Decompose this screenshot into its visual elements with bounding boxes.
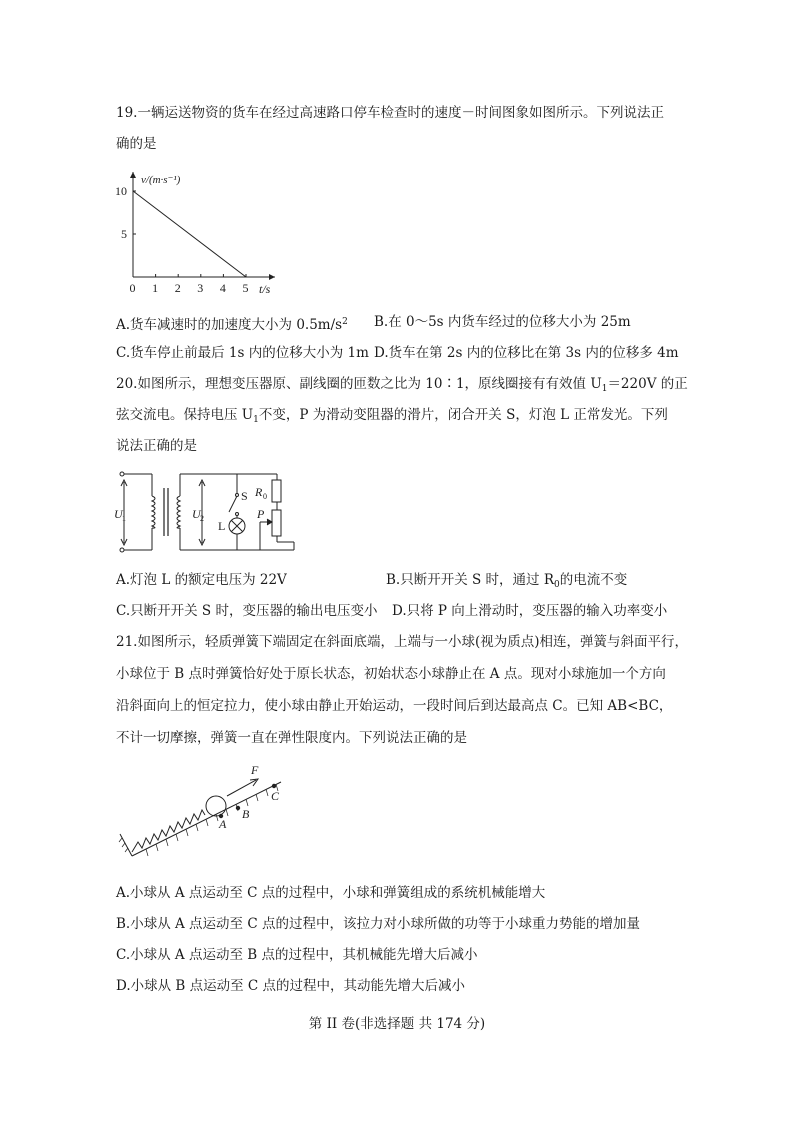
ball	[206, 796, 226, 816]
label-u1-sub: 1	[122, 514, 126, 523]
q20-stem-line1: 20.如图所示，理想变压器原、副线圈的匝数之比为 10∶1，原线圈接有有效值 $U_1=220V$ 的正	[116, 376, 688, 394]
q19-stem-line1: 19.一辆运送物资的货车在经过高速路口停车检查时的速度－时间图象如图所示。下列说法正	[116, 105, 664, 121]
x-tick-label: 5	[242, 281, 249, 295]
terminal-top	[120, 472, 124, 476]
q21-stem-line3: 沿斜面向上的恒定拉力，使小球由静止开始运动，一段时间后到达最高点 C。已知 AB<BC，	[116, 698, 673, 714]
label-b: B	[242, 807, 250, 821]
y-tick-label: 5	[121, 227, 127, 241]
label-u2: U	[192, 507, 201, 521]
label-l: L	[218, 519, 226, 533]
x-tick-label: 1	[152, 281, 159, 295]
terminal-bottom	[120, 548, 124, 552]
q21-option-d: D.小球从 B 点运动至 C 点的过程中，其动能先增大后减小	[116, 978, 466, 994]
section-footer: 第 II 卷(非选择题 共 174 分)	[308, 1016, 486, 1032]
label-r0: R	[255, 485, 263, 499]
q20-option-b: B.只断开开关 S 时，通过 $R_0$的电流不变	[386, 572, 628, 590]
q21-stem-line4: 不计一切摩擦，弹簧一直在弹性限度内。下列说法正确的是	[116, 730, 467, 746]
q20-circuit-diagram	[112, 466, 298, 558]
label-r0-sub: 0	[263, 492, 267, 501]
q21-option-a: A.小球从 A 点运动至 C 点的过程中，小球和弹簧组成的系统机械能增大	[116, 885, 546, 901]
q21-incline-diagram	[116, 760, 296, 866]
x-axis-label: t/s	[259, 282, 271, 296]
label-p: P	[257, 507, 265, 521]
q20-option-c: C.只断开开关 S 时，变压器的输出电压变小	[116, 603, 378, 619]
q21-stem-line2: 小球位于 B 点时弹簧恰好处于原长状态，初始状态小球静止在 A 点。现对小球施加一个方向	[116, 666, 666, 682]
switch-s	[229, 496, 237, 512]
incline-surface	[132, 782, 281, 856]
label-u2-sub: 2	[200, 514, 204, 523]
q19-stem-line2: 确的是	[116, 136, 157, 152]
q20-option-a: A.灯泡 L 的额定电压为 22V	[116, 572, 287, 588]
secondary-coil	[177, 496, 180, 528]
label-u1: U	[114, 507, 123, 521]
primary-coil	[152, 496, 155, 528]
velocity-line	[133, 191, 246, 277]
point-c	[272, 784, 276, 788]
q19-option-b: B.在 0～5s 内货车经过的位移大小为 25m	[374, 314, 631, 330]
y-axis-label: v/(m·s⁻¹)	[141, 174, 181, 186]
incline-base-wall	[120, 834, 132, 856]
resistor-r0	[272, 480, 281, 502]
rheostat	[272, 510, 281, 536]
incline-hatching	[146, 784, 278, 856]
q20-option-d: D.只将 P 向上滑动时，变压器的输入功率变小	[392, 603, 668, 619]
q19-option-c: C.货车停止前最后 1s 内的位移大小为 1m	[116, 345, 369, 361]
x-tick-label: 2	[174, 281, 181, 295]
q19-option-a: A.货车减速时的加速度大小为 $0.5m/s^2$	[116, 317, 348, 333]
label-c: C	[271, 789, 280, 803]
y-tick-label: 10	[115, 184, 127, 198]
q20-stem-line3: 说法正确的是	[116, 438, 197, 454]
x-tick-label: 3	[197, 281, 204, 295]
x-tick-label: 0	[129, 281, 136, 295]
label-a: A	[219, 817, 227, 831]
q19-vt-graph	[112, 165, 292, 300]
force-arrow-f	[227, 780, 256, 796]
label-f: F	[251, 763, 259, 777]
q21-option-c: C.小球从 A 点运动至 B 点的过程中，其机械能先增大后减小	[116, 947, 478, 963]
point-b	[236, 806, 240, 810]
spring	[132, 810, 205, 852]
q21-stem-line1: 21.如图所示，轻质弹簧下端固定在斜面底端，上端与一小球(视为质点)相连，弹簧与斜面平行，	[116, 634, 689, 650]
label-s: S	[241, 489, 248, 503]
q19-option-d: D.货车在第 2s 内的位移比在第 3s 内的位移多 4m	[374, 345, 679, 361]
x-tick-label: 4	[219, 281, 226, 295]
q20-stem-line2: 弦交流电。保持电压 $U_1$不变，P 为滑动变阻器的滑片，闭合开关 S，灯泡 L 正常发光。下列	[116, 407, 668, 425]
q21-option-b: B.小球从 A 点运动至 C 点的过程中，该拉力对小球所做的功等于小球重力势能的增加量	[116, 916, 640, 932]
